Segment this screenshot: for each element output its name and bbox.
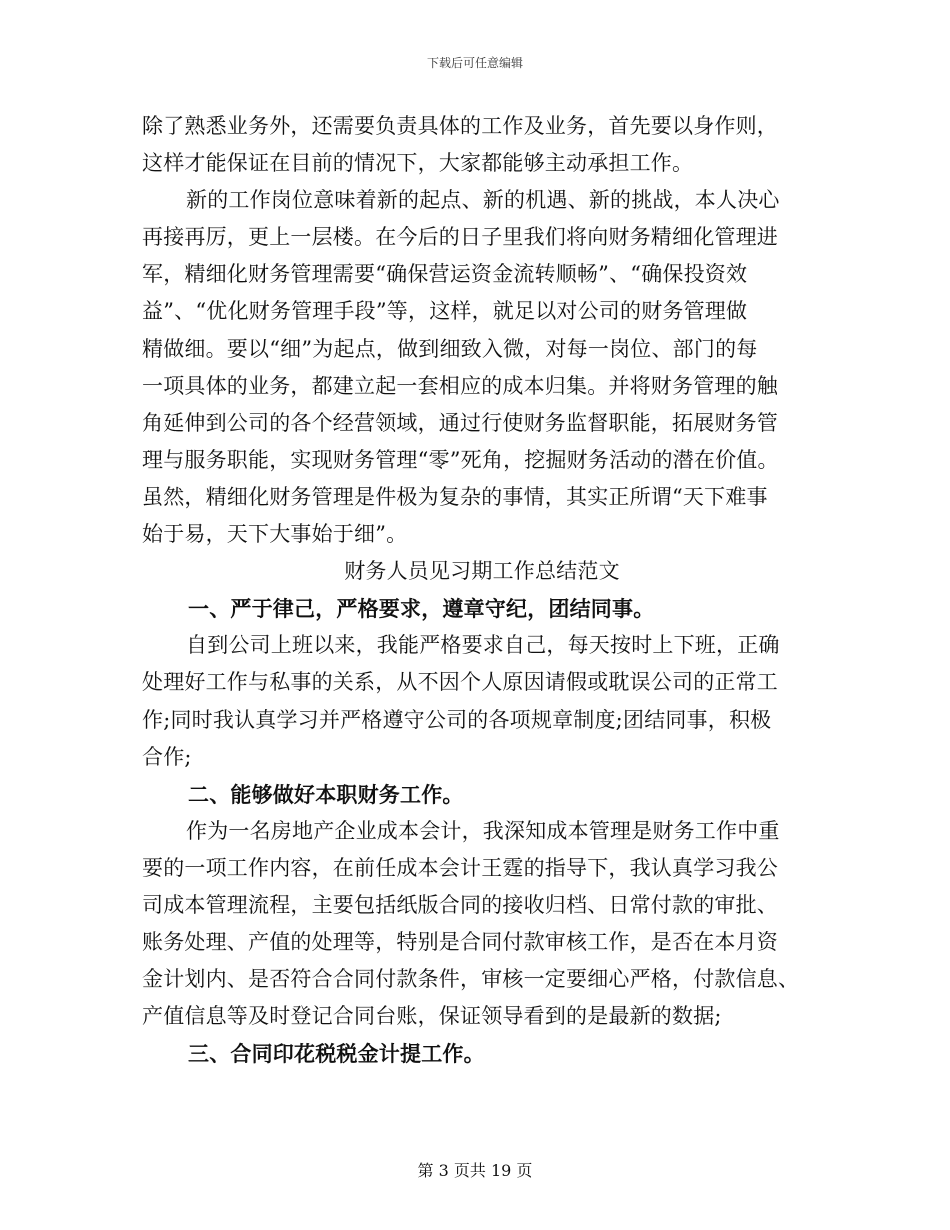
body-line: 始于易，天下大事始于细”。	[142, 522, 408, 547]
section-heading: 一、严于律己，严格要求，遵章守纪，团结同事。	[188, 596, 655, 622]
body-line: 一项具体的业务，都建立起一套相应的成本归集。并将财务管理的触	[142, 373, 778, 398]
body-line: 产值信息等及时登记合同台账，保证领导看到的是最新的数据;	[142, 1004, 722, 1029]
body-line: 虽然，精细化财务管理是件极为复杂的事情，其实正所谓“天下难事	[142, 484, 768, 509]
body-line: 金计划内、是否符合合同付款条件，审核一定要细心严格，付款信息、	[142, 967, 800, 992]
body-line: 新的工作岗位意味着新的起点、新的机遇、新的挑战，本人决心	[186, 188, 780, 213]
body-line: 理与服务职能，实现财务管理“零”死角，挖掘财务活动的潜在价值。	[142, 447, 779, 472]
section-title: 财务人员见习期工作总结范文	[344, 559, 620, 584]
body-line: 除了熟悉业务外，还需要负责具体的工作及业务，首先要以身作则，	[142, 114, 778, 138]
body-line: 角延伸到公司的各个经营领域，通过行使财务监督职能，拓展财务管	[142, 410, 778, 435]
page-footer: 第 3 页共 19 页	[417, 1161, 533, 1180]
body-line: 军，精细化财务管理需要“确保营运资金流转顺畅”、“确保投资效	[142, 262, 748, 287]
body-line: 处理好工作与私事的关系，从不因个人原因请假或耽误公司的正常工	[142, 670, 778, 695]
body-line: 这样才能保证在目前的情况下，大家都能够主动承担工作。	[142, 151, 694, 176]
page-header: 下载后可任意编辑	[426, 56, 523, 70]
body-line: 作;同时我认真学习并严格遵守公司的各项规章制度;团结同事，积极	[142, 707, 772, 732]
body-line: 账务处理、产值的处理等，特别是合同付款审核工作，是否在本月资	[142, 930, 778, 955]
body-line: 作为一名房地产企业成本会计，我深知成本管理是财务工作中重	[186, 818, 780, 843]
body-line: 司成本管理流程，主要包括纸版合同的接收归档、日常付款的审批、	[142, 892, 778, 917]
body-line: 合作;	[142, 744, 192, 769]
body-line: 精做细。要以“细”为起点，做到细致入微，对每一岗位、部门的每	[142, 336, 758, 361]
body-line: 再接再厉，更上一层楼。在今后的日子里我们将向财务精细化管理进	[142, 225, 778, 250]
body-line: 益”、“优化财务管理手段”等，这样，就足以对公司的财务管理做	[142, 299, 748, 324]
section-heading: 二、能够做好本职财务工作。	[188, 781, 464, 807]
section-heading: 三、合同印花税税金计提工作。	[188, 1041, 485, 1067]
document-body	[142, 108, 822, 1072]
body-line: 要的一项工作内容，在前任成本会计王霆的指导下，我认真学习我公	[142, 855, 778, 880]
body-line: 自到公司上班以来，我能严格要求自己，每天按时上下班，正确	[186, 633, 780, 658]
